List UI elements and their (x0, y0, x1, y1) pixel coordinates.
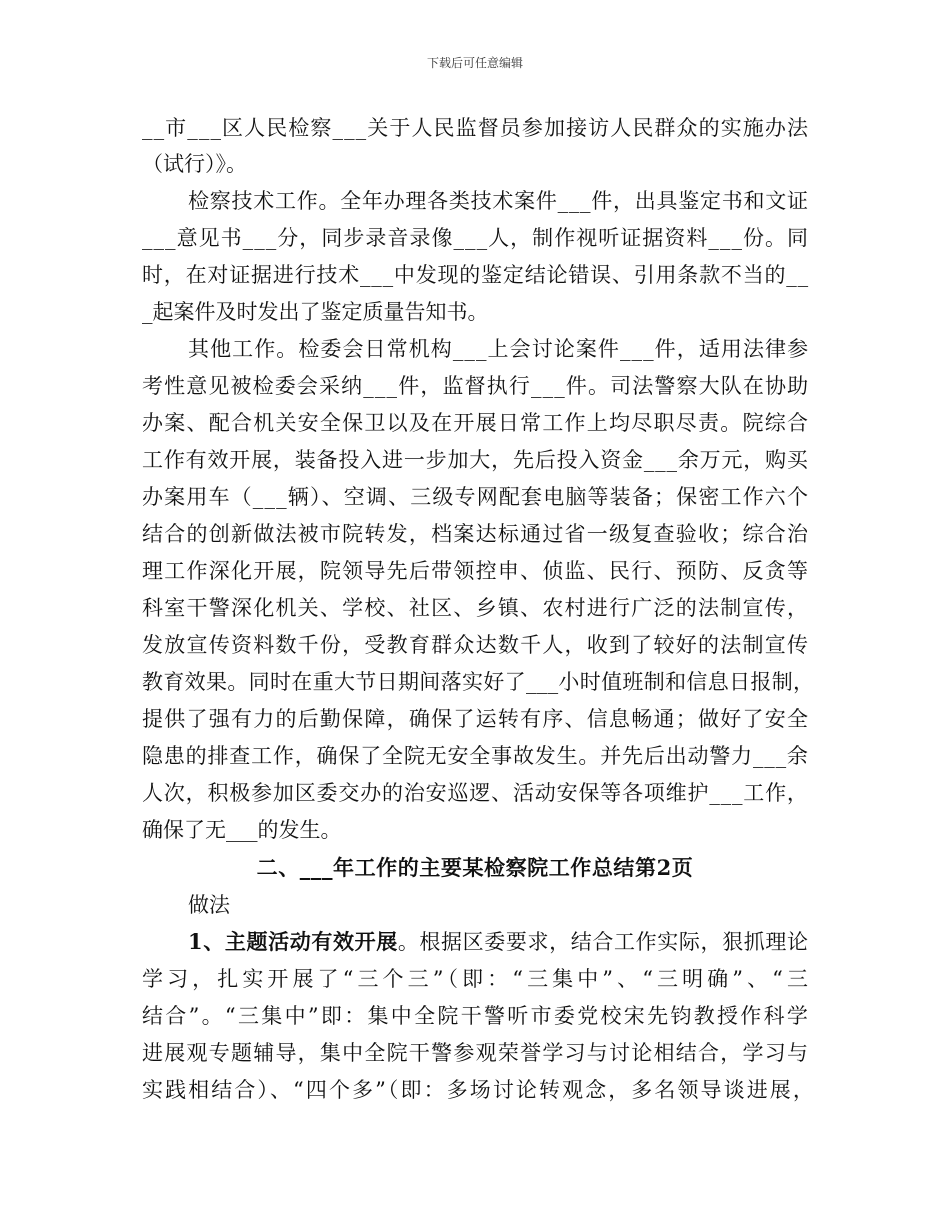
paragraph-line (0, 442, 950, 478)
page-header: 下载后可任意编辑 (426, 56, 523, 70)
line-text: （试行）》。 (142, 152, 247, 176)
line-text: 发放宣传资料数千份，受教育群众达数千人，收到了较好的法制宣传 (142, 633, 810, 657)
line-text: 确保了无___的发生。 (142, 818, 342, 842)
line-text: 实践相结合）、“四个多”（即：多场讨论转观念，多名领导谈进展， (142, 1078, 816, 1102)
line-text: 提供了强有力的后勤保障，确保了运转有序、信息畅通；做好了安全 (142, 707, 810, 731)
line-text: 教育效果。同时在重大节日期间落实好了___小时值班制和信息日报制， (142, 670, 815, 694)
paragraph-line (0, 146, 950, 182)
paragraph-line (0, 812, 950, 848)
paragraph-line (0, 1035, 950, 1071)
line-text: 工作有效开展，装备投入进一步加大，先后投入资金___余万元，购买 (142, 448, 809, 472)
line-text: 办案用车（___辆）、空调、三级专网配套电脑等装备；保密工作六个 (142, 485, 810, 509)
item-title: 1、主题活动有效开展 (188, 929, 398, 954)
paragraph-line (0, 590, 950, 626)
section-heading (0, 850, 950, 886)
paragraph-line (0, 220, 950, 256)
line-text: 隐患的排查工作，确保了全院无安全事故发生。并先后出动警力___余 (142, 744, 809, 768)
paragraph-line (0, 627, 950, 663)
item-line (188, 924, 809, 960)
section-heading-text: 二、___年工作的主要某检察院工作总结第2页 (256, 855, 694, 880)
item-text: 。根据区委要求，结合工作实际，狠抓理论 (397, 930, 809, 954)
line-text: 做法 (188, 893, 230, 917)
line-text: _起案件及时发出了鉴定质量告知书。 (142, 300, 489, 324)
line-text: 检察技术工作。全年办理各类技术案件___件，出具鉴定书和文证 (188, 189, 809, 213)
line-text: 人次，积极参加区委交办的治安巡逻、活动安保等各项维护___工作， (142, 781, 809, 805)
paragraph-line (0, 701, 950, 737)
paragraph-line (0, 664, 950, 700)
line-text: 办案、配合机关安全保卫以及在开展日常工作上均尽职尽责。院综合 (142, 411, 810, 435)
paragraph-line (0, 368, 950, 404)
paragraph-line (0, 961, 950, 997)
line-text: 结合的创新做法被市院转发，档案达标通过省一级复查验收；综合治 (142, 522, 810, 546)
paragraph-line (0, 405, 950, 441)
line-text: 时，在对证据进行技术___中发现的鉴定结论错误、引用条款不当的__ (142, 263, 809, 287)
line-text: 考性意见被检委会采纳___件，监督执行___件。司法警察大队在协助 (142, 374, 810, 398)
paragraph-line (0, 775, 950, 811)
line-text: 其他工作。检委会日常机构___上会讨论案件___件，适用法律参 (188, 337, 810, 361)
paragraph-line (0, 553, 950, 589)
line-text: 理工作深化开展，院领导先后带领控申、侦监、民行、预防、反贪等 (142, 559, 810, 583)
paragraph-line (0, 1072, 950, 1108)
line-text: 学习，扎实开展了“三个三”（即：“三集中”、“三明确”、“三 (142, 967, 813, 991)
line-text: __市___区人民检察___关于人民监督员参加接访人民群众的实施办法 (142, 116, 810, 140)
paragraph-line (0, 887, 950, 923)
line-text: 科室干警深化机关、学校、社区、乡镇、农村进行广泛的法制宣传， (142, 596, 810, 620)
paragraph-line (0, 479, 950, 515)
paragraph-line (0, 998, 950, 1034)
paragraph-line (0, 738, 950, 774)
paragraph-line (0, 516, 950, 552)
paragraph-line (0, 331, 950, 367)
paragraph-line (0, 110, 950, 146)
line-text: ___意见书___分，同步录音录像___人，制作视听证据资料___份。同 (142, 226, 810, 250)
paragraph-line (0, 294, 950, 330)
paragraph-line (0, 257, 950, 293)
line-text: 结合”。“三集中”即：集中全院干警听市委党校宋先钧教授作科学 (142, 1004, 811, 1028)
paragraph-line (0, 183, 950, 219)
line-text: 进展观专题辅导，集中全院干警参观荣誉学习与讨论相结合，学习与 (142, 1041, 810, 1065)
paragraph-line (0, 924, 950, 960)
